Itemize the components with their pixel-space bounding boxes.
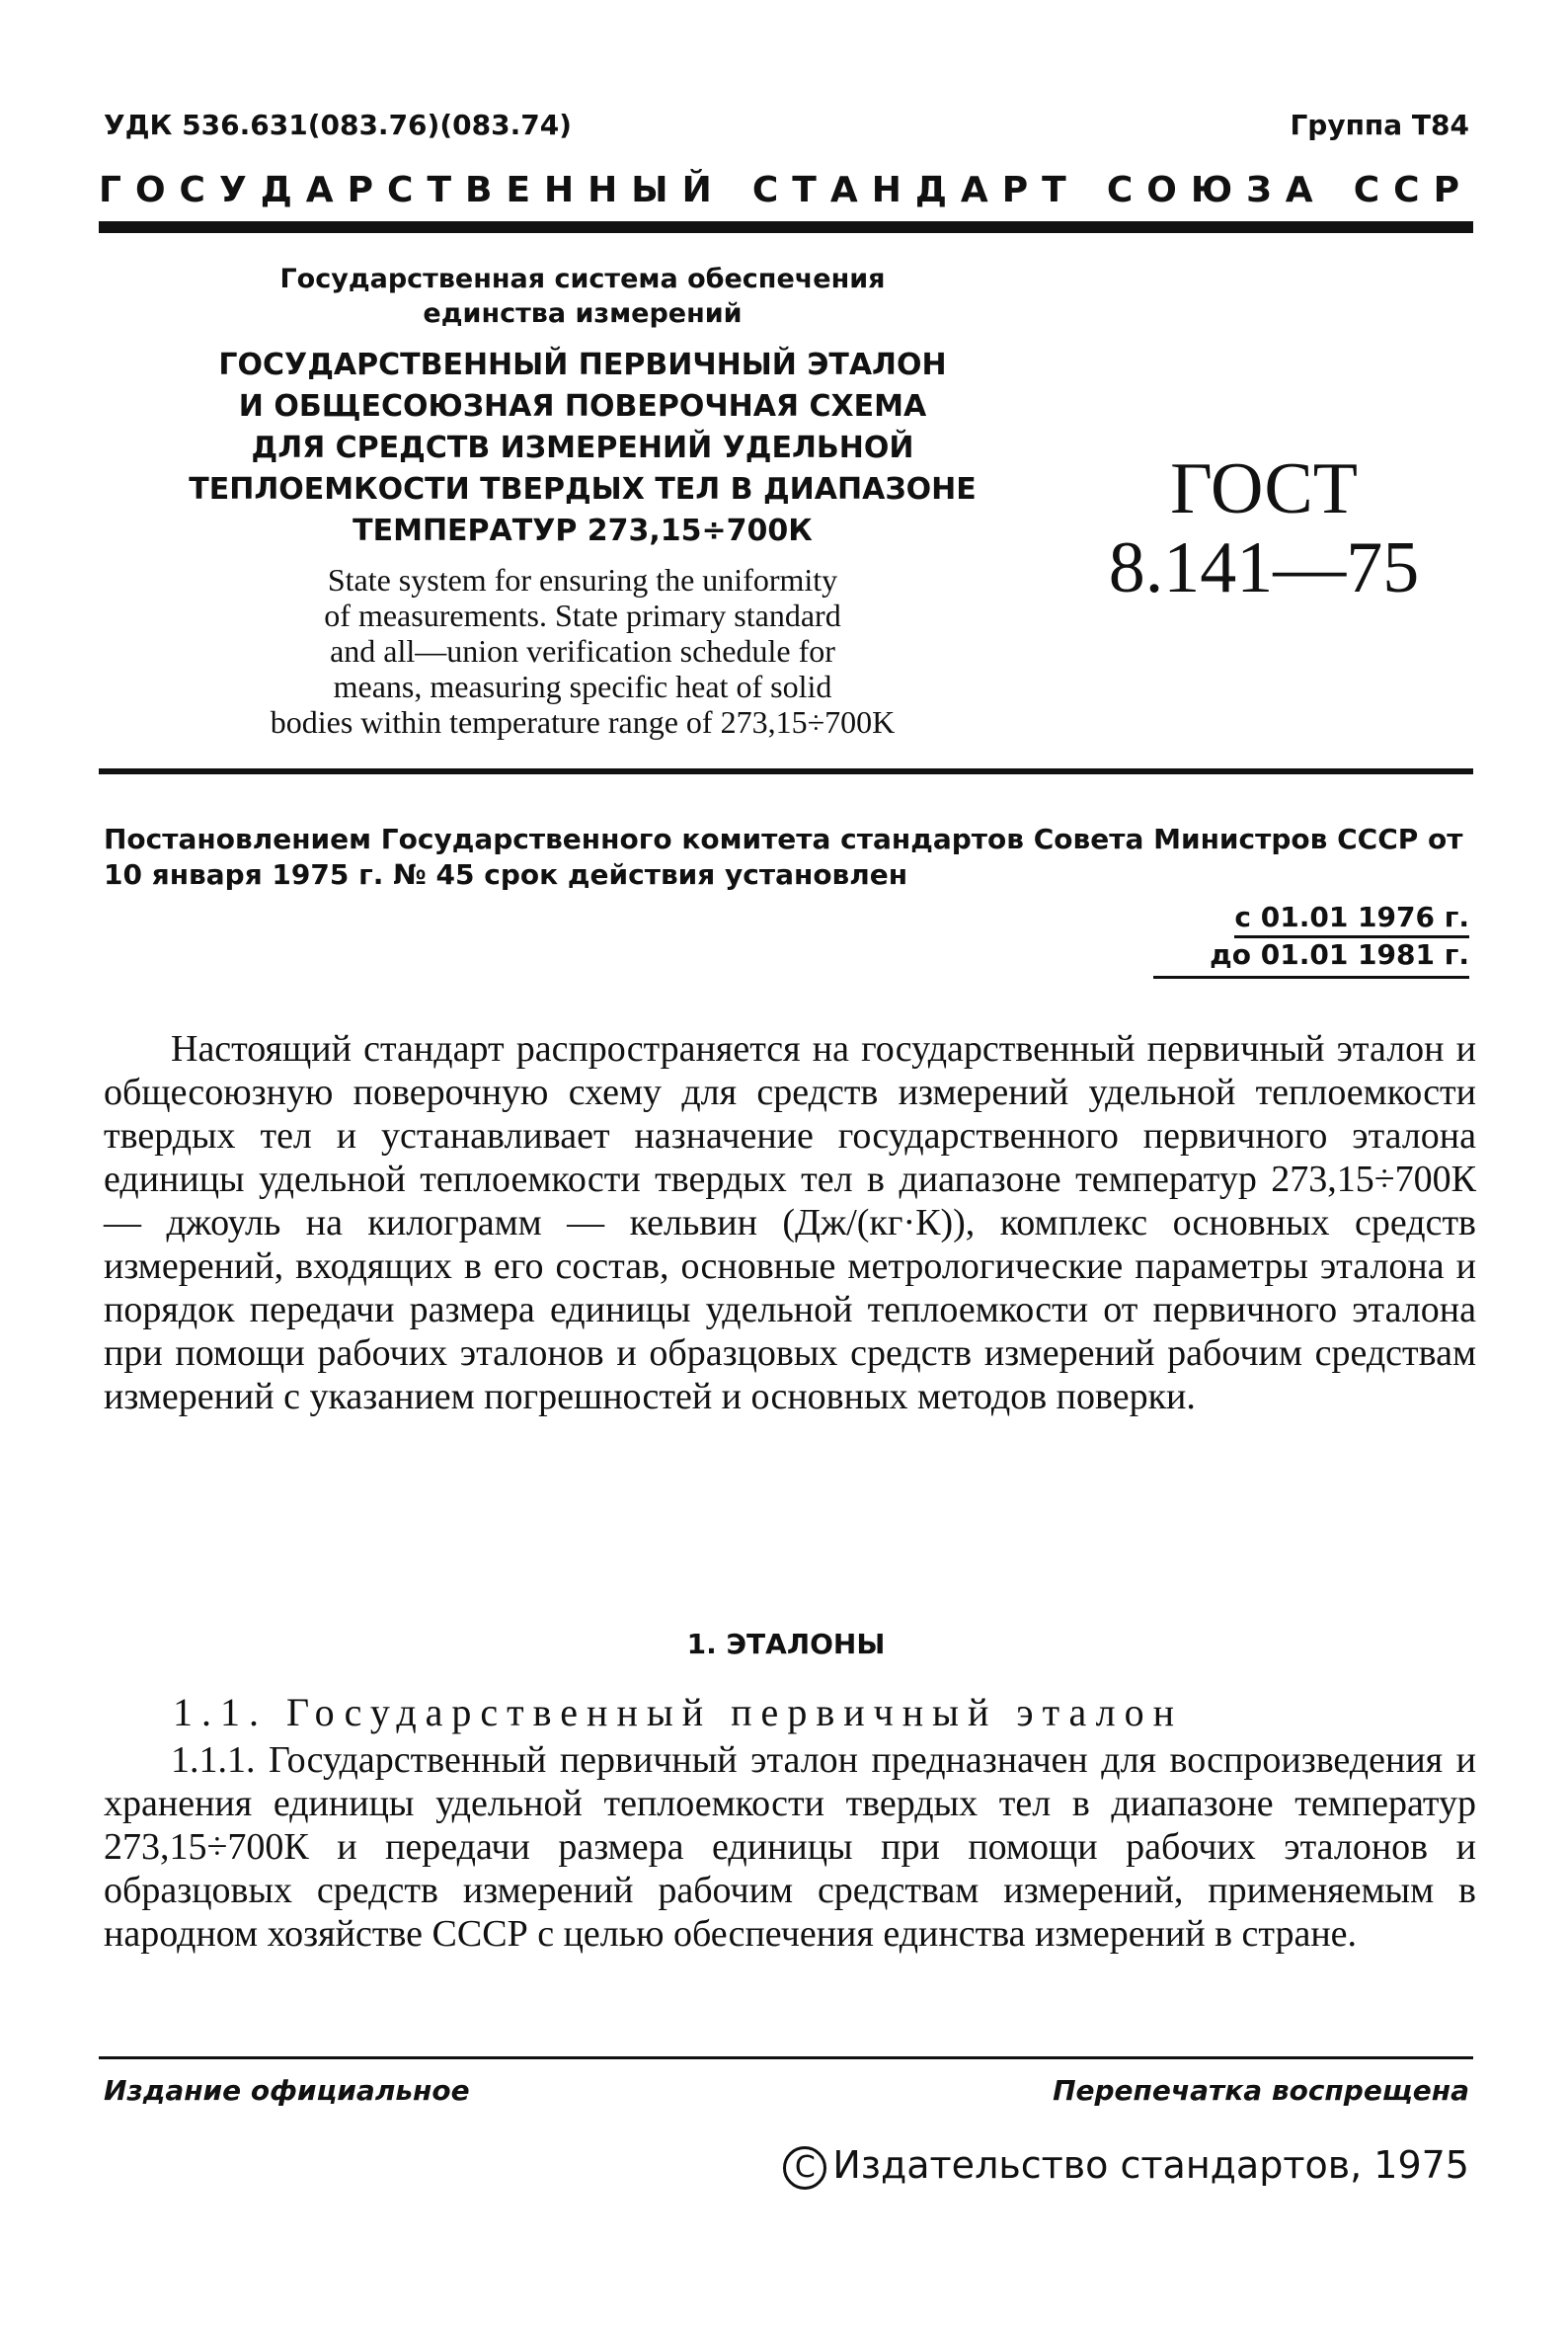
main-title-line: ДЛЯ СРЕДСТВ ИЗМЕРЕНИЙ УДЕЛЬНОЙ [251, 431, 914, 465]
divider-middle [99, 768, 1473, 774]
decree-text: Постановлением Государственного комитета стандартов Совета Министров СССР от 10 января 1975 г. № 45 срок действия установлен [104, 823, 1463, 891]
group-code: Группа Т84 [1290, 109, 1469, 141]
title-block [148, 262, 1017, 740]
english-title-line: State system for ensuring the uniformity [327, 562, 838, 598]
section-paragraph: 1.1.1. Государственный первичный эталон предназначен для воспроизведения и хранения единицы удельной теплоемкости твердых тел в диапазоне температур 273,15÷700К и передачи размера единицы при помощи рабочих эталонов и образцовых средств измерений рабочим средствам измерений, применяемым в народном хозяйстве СССР с целью обеспечения единства измерений в стране. [104, 1739, 1476, 1955]
main-title [148, 345, 1017, 552]
gost-label: ГОСТ [1170, 448, 1358, 529]
standard-banner [99, 170, 1473, 210]
date-from: с 01.01 1976 г. [1234, 901, 1469, 938]
publisher-text: Издательство стандартов, 1975 [832, 2143, 1469, 2187]
intro-section [104, 1027, 1476, 1418]
english-title [148, 562, 1017, 740]
english-title-line: means, measuring specific heat of solid [333, 669, 832, 704]
section-heading: 1. ЭТАЛОНЫ [686, 1628, 886, 1660]
divider-footer [99, 2056, 1473, 2059]
intro-paragraph: Настоящий стандарт распространяется на государственный первичный эталон и общесоюзную поверочную схему для средств измерений удельной теплоемкости твердых тел и устанавливает назначение государственного первичного эталона единицы удельной теплоемкости твердых тел в диапазоне температур 273,15÷700К — джоуль на килограмм — кельвин (Дж/(кг·К)), комплекс основных средств измерений, входящих в его состав, основные метрологические параметры эталона и порядок передачи размера единицы удельной теплоемкости от первичного эталона при помощи рабочих эталонов и образцовых средств измерений рабочим средствам измерений с указанием погрешностей и основных методов поверки. [104, 1028, 1476, 1417]
gost-number [1106, 449, 1422, 607]
udk-code: УДК 536.631(083.76)(083.74) [104, 109, 572, 141]
english-title-line: of measurements. State primary standard [324, 598, 841, 633]
system-title-line: Государственная система обеспечения [279, 264, 886, 294]
publisher-line [783, 2143, 1469, 2190]
banner-word: ГОСУДАРСТВЕННЫЙ [99, 170, 726, 210]
gost-code: 8.141—75 [1108, 527, 1420, 608]
date-to: до 01.01 1981 г. [1153, 936, 1469, 979]
copyright-icon: C [783, 2146, 826, 2190]
reprint-note: Перепечатка воспрещена [1053, 2074, 1469, 2107]
banner-word: СТАНДАРТ [751, 170, 1080, 210]
main-title-line: ТЕПЛОЕМКОСТИ ТВЕРДЫХ ТЕЛ В ДИАПАЗОНЕ [189, 472, 977, 507]
divider-top [99, 221, 1473, 233]
main-title-line: И ОБЩЕСОЮЗНАЯ ПОВЕРОЧНАЯ СХЕМА [238, 389, 927, 424]
banner-word: СОЮЗА [1106, 170, 1327, 210]
system-title-line: единства измерений [423, 298, 743, 329]
section-body [104, 1738, 1476, 1956]
section-subheading: 1.1. Государственный первичный эталон [173, 1690, 1184, 1734]
english-title-line: and all—union verification schedule for [330, 633, 835, 669]
main-title-line: ТЕМПЕРАТУР 273,15÷700К [353, 514, 813, 548]
edition-note: Издание официальное [104, 2074, 470, 2107]
main-title-line: ГОСУДАРСТВЕННЫЙ ПЕРВИЧНЫЙ ЭТАЛОН [218, 348, 947, 382]
banner-word: ССР [1353, 170, 1473, 210]
english-title-line: bodies within temperature range of 273,15÷700K [270, 704, 896, 740]
validity-dates [1153, 899, 1469, 979]
